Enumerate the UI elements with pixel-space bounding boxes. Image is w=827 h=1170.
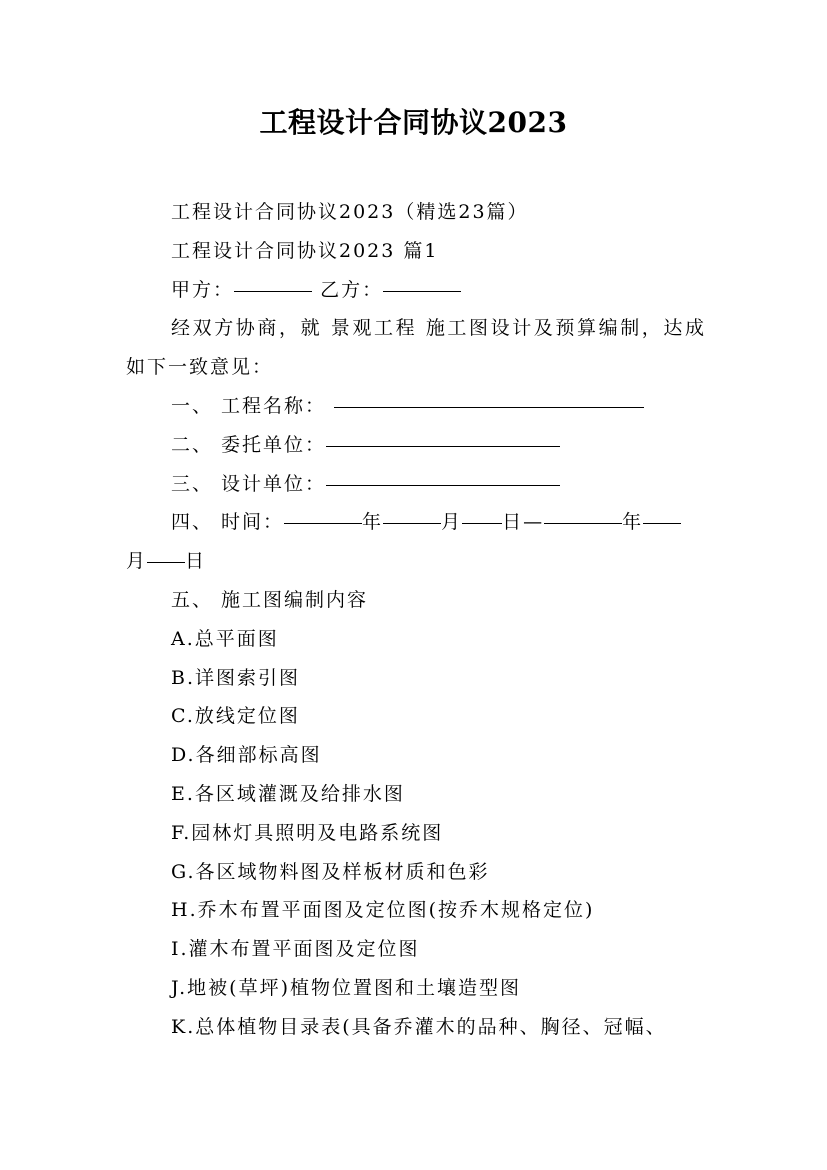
document-title: 工程设计合同协议2023 — [259, 106, 568, 139]
party-a-blank — [234, 290, 312, 292]
client-blank — [326, 445, 560, 447]
party-b-blank — [383, 290, 461, 292]
range-dash: — — [523, 511, 545, 534]
start-month-blank — [383, 522, 441, 524]
end-day-blank — [147, 561, 185, 563]
drawing-item-k: K.总体植物目录表(具备乔灌木的品种、胸径、冠幅、 — [171, 1015, 667, 1038]
project-name-blank — [334, 406, 644, 408]
document-body — [126, 193, 706, 1047]
end-month-unit: 月 — [126, 550, 148, 573]
client-line — [126, 426, 706, 465]
drawing-item-d: D.各细部标高图 — [171, 744, 322, 767]
designer-blank — [326, 484, 560, 486]
start-month-unit: 月 — [441, 511, 463, 534]
drawing-item-e: E.各区域灌溉及给排水图 — [171, 782, 405, 805]
designer-label: 三、 设计单位： — [171, 472, 327, 495]
intro-paragraph: 经双方协商，就 景观工程 施工图设计及预算编制，达成如下一致意见： — [126, 317, 706, 379]
end-year-unit: 年 — [622, 511, 644, 534]
drawing-item-h: H.乔木布置平面图及定位图(按乔木规格定位) — [171, 899, 595, 922]
start-day-blank — [462, 522, 502, 524]
project-name-line — [126, 387, 706, 426]
start-year-blank — [284, 522, 362, 524]
start-year-unit: 年 — [362, 511, 384, 534]
client-label: 二、 委托单位： — [171, 433, 327, 456]
start-day-unit: 日 — [502, 511, 524, 534]
drawing-item-c: C.放线定位图 — [171, 705, 300, 728]
party-a-label: 甲方： — [171, 278, 235, 301]
drawing-item-j: J.地被(草坪)植物位置图和土壤造型图 — [171, 976, 522, 999]
end-month-blank-a — [643, 522, 681, 524]
party-b-label: 乙方： — [320, 278, 384, 301]
drawing-item-b: B.详图索引图 — [171, 666, 301, 689]
drawing-item-a: A.总平面图 — [171, 627, 279, 650]
time-paragraph — [126, 503, 706, 581]
end-year-blank — [544, 522, 622, 524]
chapter-heading: 工程设计合同协议2023 篇1 — [171, 239, 439, 262]
designer-line — [126, 465, 706, 504]
drawing-item-i: I.灌木布置平面图及定位图 — [171, 938, 420, 961]
drawing-item-f: F.园林灯具照明及电路系统图 — [171, 821, 444, 844]
end-day-unit: 日 — [185, 550, 207, 573]
subtitle-line: 工程设计合同协议2023（精选23篇） — [171, 201, 529, 223]
project-name-label: 一、 工程名称： — [171, 394, 327, 417]
drawing-item-g: G.各区域物料图及样板材质和色彩 — [171, 860, 490, 883]
parties-line — [126, 271, 706, 310]
content-heading: 五、 施工图编制内容 — [171, 588, 369, 611]
time-label: 四、 时间： — [171, 511, 285, 534]
